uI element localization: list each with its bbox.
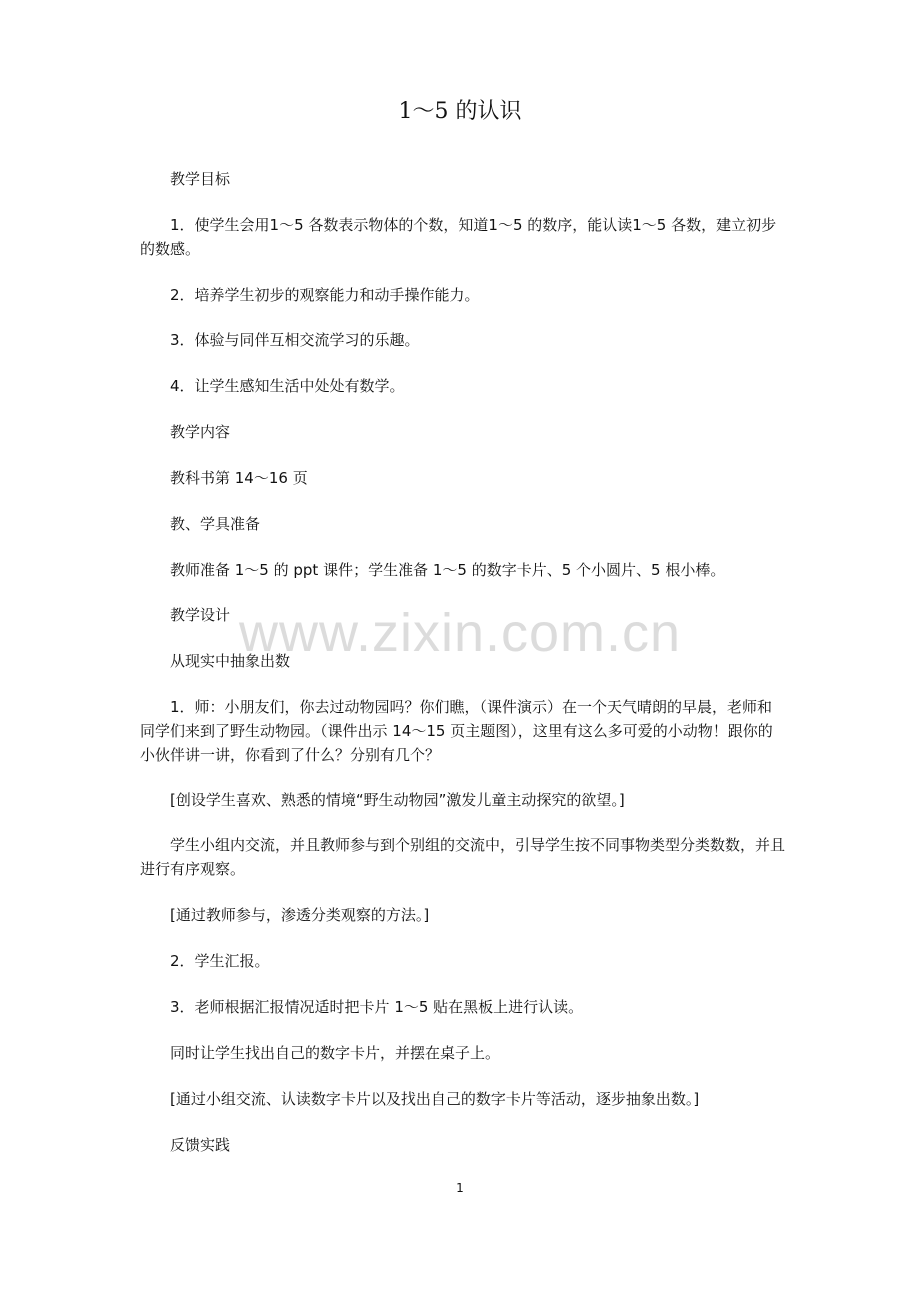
heading-feedback-practice: 反馈实践 — [140, 1136, 231, 1154]
heading-teaching-content: 教学内容 — [140, 423, 231, 441]
subheading-abstract-numbers: 从现实中抽象出数 — [140, 652, 291, 670]
watermark-text: www.zixin.com.cn — [238, 603, 682, 663]
goal-item-4: 4．让学生感知生活中处处有数学。 — [140, 377, 405, 395]
goal-item-1: 1．使学生会用1～5 各数表示物体的个数，知道1～5 的数序，能认读1～5 各数，建立初步的数感。 — [140, 216, 777, 258]
heading-teaching-design: 教学设计 — [140, 606, 231, 624]
materials-text: 教师准备 1～5 的 ppt 课件；学生准备 1～5 的数字卡片、5 个小圆片、5 根小棒。 — [140, 561, 726, 579]
design-step-1: 1．师：小朋友们，你去过动物园吗？你们瞧，（课件演示）在一个天气晴朗的早晨，老师和同学们来到了野生动物园。（课件出示 14～15 页主题图），这里有这么多可爱的小动物！跟你的小伙伴讲一讲，你看到了什么？分别有几个？ — [140, 698, 773, 764]
heading-teaching-goals: 教学目标 — [140, 170, 231, 188]
goal-item-2: 2．培养学生初步的观察能力和动手操作能力。 — [140, 286, 480, 304]
design-cards-text: 同时让学生找出自己的数字卡片，并摆在桌子上。 — [140, 1044, 501, 1062]
design-note-1: [创设学生喜欢、熟悉的情境“野生动物园”激发儿童主动探究的欲望。] — [140, 791, 625, 809]
heading-materials: 教、学具准备 — [140, 515, 261, 533]
design-note-2: [通过教师参与，渗透分类观察的方法。] — [140, 906, 430, 924]
page-number: 1 — [456, 1181, 464, 1195]
page-title: 1～5 的认识 — [398, 99, 522, 124]
goal-item-3: 3．体验与同伴互相交流学习的乐趣。 — [140, 331, 420, 349]
design-step-2: 2．学生汇报。 — [140, 952, 270, 970]
design-group-exchange: 学生小组内交流，并且教师参与到个别组的交流中，引导学生按不同事物类型分类数数，并且进行有序观察。 — [140, 836, 786, 878]
design-step-3: 3．老师根据汇报情况适时把卡片 1～5 贴在黑板上进行认读。 — [140, 998, 584, 1016]
design-note-3: [通过小组交流、认读数字卡片以及找出自己的数字卡片等活动，逐步抽象出数。] — [140, 1090, 700, 1108]
content-pages: 教科书第 14～16 页 — [140, 469, 308, 487]
